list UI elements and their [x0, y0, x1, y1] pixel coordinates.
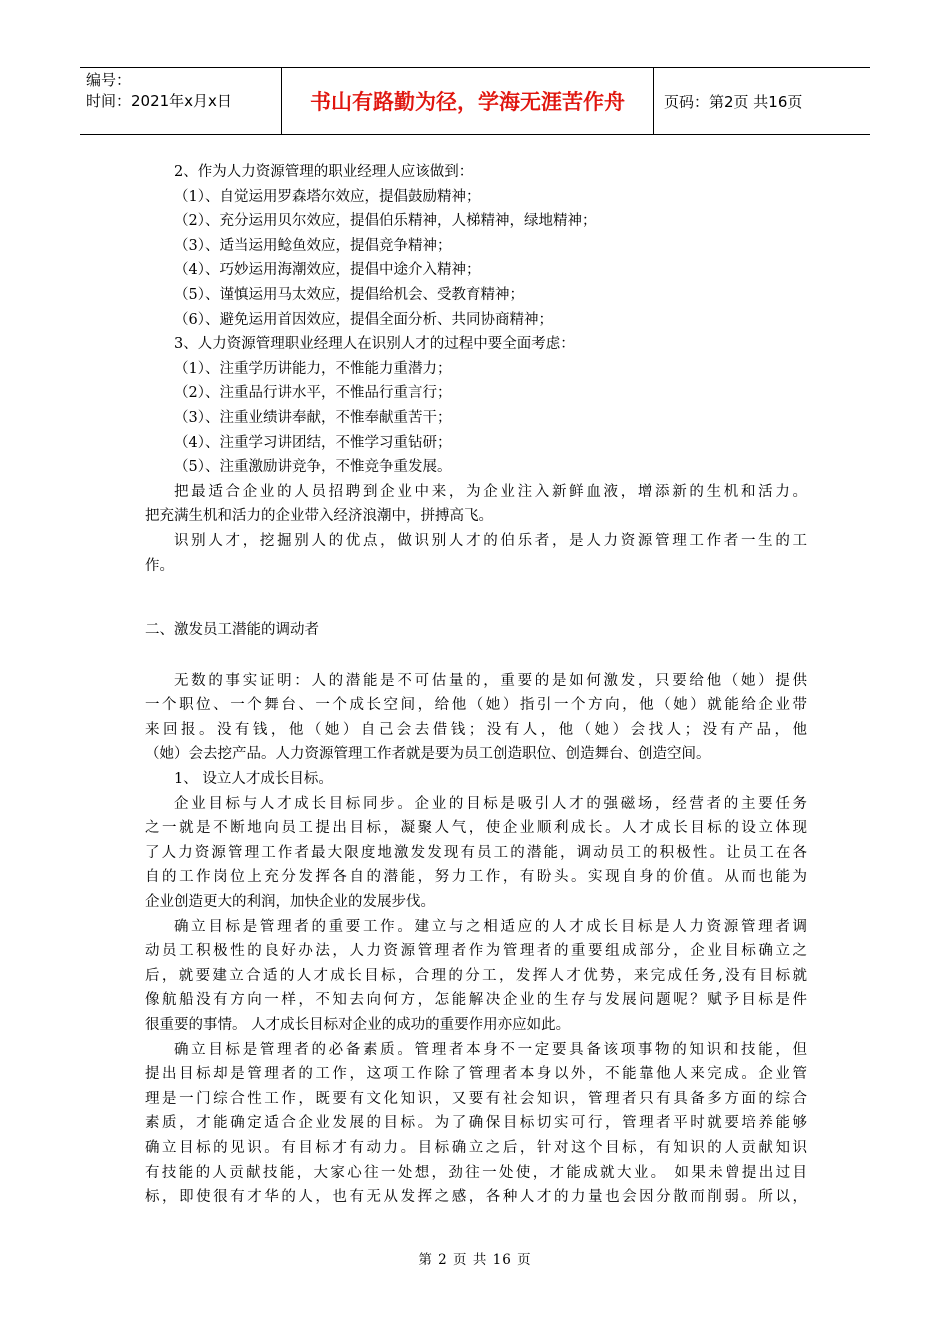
- paragraph-goals: [145, 792, 807, 915]
- list-item: （2）、充分运用贝尔效应，提倡伯乐精神，人梯精神，绿地精神；: [174, 213, 597, 230]
- principles-list: [145, 185, 807, 333]
- page-header: [80, 67, 870, 135]
- paragraph-recruit: [145, 480, 807, 529]
- text-line: 素质，才能确定适合企业发展的目标。为了确保目标切实可行，管理者平时就要培养能够: [145, 1115, 807, 1132]
- list-item: （5）、谨慎运用马太效应，提倡给机会、受教育精神；: [174, 286, 524, 303]
- section-heading: 3、人力资源管理职业经理人在识别人才的过程中要全面考虑：: [174, 336, 575, 353]
- text-line: 识别人才，挖掘别人的优点，做识别人才的伯乐者，是人力资源管理工作者一生的工: [174, 532, 807, 549]
- text-line: 确立目标是管理者的重要工作。建立与之相适应的人才成长目标是人力资源管理者调: [174, 918, 807, 935]
- list-item: （3）、适当运用鲶鱼效应，提倡竞争精神；: [174, 237, 452, 254]
- header-page-info: 页码：第2页 共16页: [664, 92, 803, 111]
- text-line: 像航船没有方向一样，不知去向何方，怎能解决企业的生存与发展问题呢？赋予目标是件: [145, 992, 807, 1009]
- paragraph-quality: [145, 1038, 807, 1210]
- list-item: （4）、巧妙运用海潮效应，提倡中途介入精神；: [174, 262, 481, 279]
- header-meta: [80, 68, 282, 134]
- list-item: （4）、注重学习讲团结，不惟学习重钻研；: [174, 434, 452, 451]
- list-item: （3）、注重业绩讲奉献，不惟奉献重苦干；: [174, 409, 452, 426]
- text-line: 确立目标的见识。有目标才有动力。目标确立之后，针对这个目标，有知识的人贡献知识: [145, 1139, 807, 1156]
- text-line: 来回报。没有钱，他（她）自己会去借钱；没有人，他（她）会找人；没有产品，他: [145, 721, 807, 738]
- text-line: 动员工积极性的良好办法，人力资源管理者作为管理者的重要组成部分，企业目标确立之: [145, 943, 807, 960]
- text-line: 无数的事实证明：人的潜能是不可估量的，重要的是如何激发，只要给他（她）提供: [174, 672, 807, 689]
- section-heading: 2、作为人力资源管理的职业经理人应该做到：: [174, 164, 474, 180]
- text-line: 企业创造更大的利润，加快企业的发展步伐。: [145, 894, 435, 911]
- text-line: 作。: [145, 557, 174, 574]
- text-line: （她）会去挖产品。人力资源管理工作者就是要为员工创造职位、创造舞台、创造空间。: [145, 746, 711, 763]
- paragraph-establish: [145, 915, 807, 1038]
- text-line: 确立目标是管理者的必备素质。管理者本身不一定要具备该项事物的知识和技能，但: [174, 1041, 807, 1058]
- text-line: 把最适合企业的人员招聘到企业中来，为企业注入新鲜血液，增添新的生机和活力。: [174, 483, 807, 500]
- section-title: 二、激发员工潜能的调动者: [145, 622, 319, 639]
- text-line: 后，就要建立合适的人才成长目标，合理的分工，发挥人才优势，来完成任务,没有目标就: [145, 967, 807, 984]
- list-item: （6）、避免运用首因效应，提倡全面分析、共同协商精神；: [174, 311, 553, 328]
- paragraph-facts: [145, 669, 807, 767]
- document-body: [145, 160, 807, 1210]
- subsection-title: 1、 设立人才成长目标。: [174, 771, 333, 788]
- page-footer: 第 2 页 共 16 页: [418, 1252, 532, 1268]
- text-line: 把充满生机和活力的企业带入经济浪潮中，拼搏高飞。: [145, 508, 493, 525]
- talent-criteria-list: [145, 357, 807, 480]
- document-code-label: 编号：: [86, 71, 132, 89]
- list-item: （2）、注重品行讲水平，不惟品行重言行；: [174, 385, 452, 402]
- list-item: （1）、自觉运用罗森塔尔效应，提倡鼓励精神；: [174, 188, 481, 205]
- text-line: 自的工作岗位上充分发挥各自的潜能，努力工作，有盼头。实现自身的价值。从而也能为: [145, 869, 807, 886]
- header-motto: 书山有路勤为径，学海无涯苦作舟: [282, 68, 654, 134]
- text-line: 一个职位、一个舞台、一个成长空间，给他（她）指引一个方向，他（她）就能给企业带: [145, 697, 807, 714]
- text-line: 之一就是不断地向员工提出目标，凝聚人气，使企业顺利成长。人才成长目标的设立体现: [145, 820, 807, 837]
- paragraph-identify: [145, 529, 807, 578]
- text-line: 企业目标与人才成长目标同步。企业的目标是吸引人才的强磁场，经营者的主要任务: [174, 795, 807, 812]
- text-line: 有技能的人贡献技能，大家心往一处想，劲往一处使，才能成就大业。 如果未曾提出过目: [145, 1164, 807, 1181]
- text-line: 理是一门综合性工作，既要有文化知识，又要有社会知识，管理者只有具备多方面的综合: [145, 1090, 807, 1107]
- list-item: （5）、注重激励讲竞争，不惟竞争重发展。: [174, 459, 452, 476]
- document-date: 时间：2021年x月x日: [86, 92, 232, 110]
- text-line: 提出目标却是管理者的工作，这项工作除了管理者本身以外，不能靠他人来完成。企业管: [145, 1066, 807, 1083]
- text-line: 标，即使很有才华的人，也有无从发挥之感，各种人才的力量也会因分散而削弱。所以，: [145, 1189, 807, 1206]
- text-line: 很重要的事情。 人才成长目标对企业的成功的重要作用亦应如此。: [145, 1017, 571, 1033]
- list-item: （1）、注重学历讲能力，不惟能力重潜力；: [174, 360, 452, 377]
- text-line: 了人力资源管理工作者最大限度地激发发现有员工的潜能，调动员工的积极性。让员工在各: [145, 844, 807, 861]
